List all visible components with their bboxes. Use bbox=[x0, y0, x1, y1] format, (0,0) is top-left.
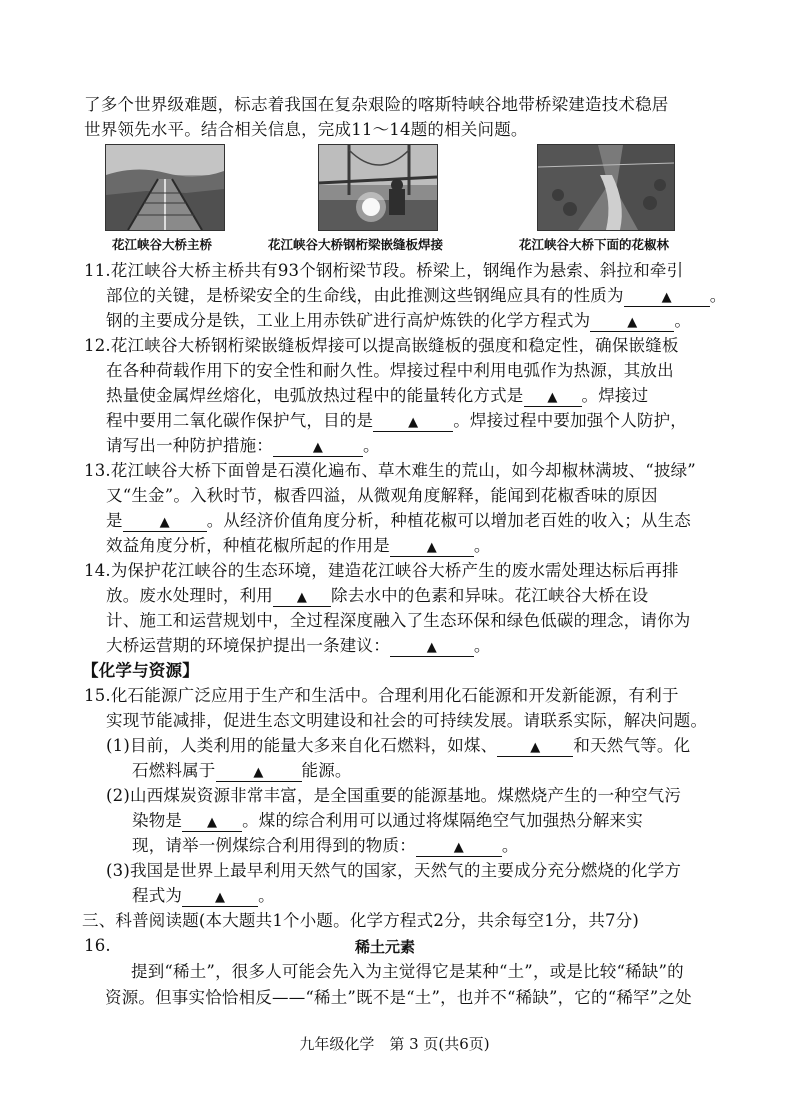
q13-line-1: 13.花江峡谷大桥下面曾是石漠化遍布、草木难生的荒山，如今却椒林满坡、“披绿” bbox=[84, 461, 696, 480]
page-footer: 九年级化学 第 3 页(共6页) bbox=[299, 1035, 490, 1053]
answer-blank[interactable]: ▲ bbox=[182, 812, 242, 832]
photo-bridge-main bbox=[105, 144, 225, 231]
q15-part2-line-2: 染物是 ▲ 。煤的综合利用可以通过将煤隔绝空气加强热分解来实 bbox=[132, 811, 643, 830]
q16-title: 稀土元素 bbox=[355, 938, 416, 956]
section-heading-chem-resources: 【化学与资源】 bbox=[82, 661, 199, 680]
q15-part2-line-1: (2)山西煤炭资源非常丰富，是全国重要的能源基地。煤燃烧产生的一种空气污 bbox=[106, 786, 682, 805]
caption-bridge-main: 花江峡谷大桥主桥 bbox=[112, 237, 213, 252]
answer-blank[interactable]: ▲ bbox=[497, 737, 573, 757]
answer-blank[interactable]: ▲ bbox=[416, 837, 502, 857]
q14-line-1: 14.为保护花江峡谷的生态环境，建造花江峡谷大桥产生的废水需处理达标后再排 bbox=[84, 561, 679, 580]
q14-line-2: 放。废水处理时，利用 ▲ 除去水中的色素和异味。花江峡谷大桥在设 bbox=[106, 586, 649, 605]
answer-blank[interactable]: ▲ bbox=[373, 412, 453, 432]
q12-line-1: 12.花江峡谷大桥钢桁梁嵌缝板焊接可以提高嵌缝板的强度和稳定性，确保嵌缝板 bbox=[84, 336, 679, 355]
q11-line-2: 部位的关键，是桥梁安全的生命线，由此推测这些钢绳应具有的性质为 ▲ 。 bbox=[106, 286, 727, 305]
q12-line-4: 程中要用二氧化碳作保护气，目的是 ▲ 。焊接过程中要加强个人防护， bbox=[106, 411, 688, 430]
q15-part3-line-2: 程式为 ▲ 。 bbox=[132, 886, 275, 905]
answer-blank[interactable]: ▲ bbox=[273, 437, 363, 457]
q13-line-4: 效益角度分析，种植花椒所起的作用是 ▲ 。 bbox=[106, 536, 491, 555]
q15-line-1: 15.化石能源广泛应用于生产和生活中。合理利用化石能源和开发新能源，有利于 bbox=[84, 686, 679, 705]
q14-line-4: 大桥运营期的环境保护提出一条建议： ▲ 。 bbox=[106, 636, 491, 655]
intro-line-2: 世界领先水平。结合相关信息，完成11～14题的相关问题。 bbox=[84, 120, 528, 139]
q12-line-5: 请写出一种防护措施： ▲ 。 bbox=[106, 436, 380, 455]
q15-part1-line-2: 石燃料属于 ▲ 能源。 bbox=[132, 761, 352, 780]
q12-line-3: 热量使金属焊丝熔化，电弧放热过程中的能量转化方式是 ▲ 。焊接过 bbox=[106, 386, 649, 405]
q15-part3-line-1: (3)我国是世界上最早利用天然气的国家，天然气的主要成分充分燃烧的化学方 bbox=[106, 861, 682, 880]
pepper-forest-image bbox=[538, 145, 674, 230]
photo-welding bbox=[318, 144, 438, 231]
answer-blank[interactable]: ▲ bbox=[216, 762, 302, 782]
photo-pepper-forest bbox=[537, 144, 675, 231]
answer-blank[interactable]: ▲ bbox=[590, 312, 674, 332]
q16-number: 16. bbox=[84, 936, 111, 955]
answer-blank[interactable]: ▲ bbox=[182, 887, 258, 907]
bridge-main-image bbox=[106, 145, 224, 230]
q11-line-1: 11.花江峡谷大桥主桥共有93个钢桁梁节段。桥梁上，钢绳作为悬索、斜拉和牵引 bbox=[84, 261, 684, 280]
q16-line-1: 提到“稀土”，很多人可能会先入为主觉得它是某种“土”，或是比较“稀缺”的 bbox=[131, 962, 684, 981]
q13-line-2: 又“生金”。入秋时节，椒香四溢，从微观角度解释，能闻到花椒香味的原因 bbox=[106, 486, 658, 505]
q16-line-2: 资源。但事实恰恰相反——“稀土”既不是“土”，也并不“稀缺”，它的“稀罕”之处 bbox=[105, 988, 692, 1007]
caption-welding: 花江峡谷大桥钢桁梁嵌缝板焊接 bbox=[268, 237, 444, 252]
answer-blank[interactable]: ▲ bbox=[624, 287, 710, 307]
q14-line-3: 计、施工和运营规划中，全过程深度融入了生态环保和绿色低碳的理念，请你为 bbox=[106, 611, 691, 630]
welding-image bbox=[319, 145, 437, 230]
q15-part2-line-3: 现，请举一例煤综合利用得到的物质： ▲ 。 bbox=[132, 836, 519, 855]
q13-line-3: 是 ▲ 。从经济价值角度分析，种植花椒可以增加老百姓的收入；从生态 bbox=[106, 511, 692, 530]
q15-line-2: 实现节能减排，促进生态文明建设和社会的可持续发展。请联系实际，解决问题。 bbox=[106, 711, 708, 730]
q11-line-3: 钢的主要成分是铁，工业上用赤铁矿进行高炉炼铁的化学方程式为 ▲ 。 bbox=[106, 311, 692, 330]
caption-pepper-forest: 花江峡谷大桥下面的花椒林 bbox=[519, 237, 670, 252]
answer-blank[interactable]: ▲ bbox=[123, 512, 207, 532]
q12-line-2: 在各种荷载作用下的安全性和耐久性。焊接过程中利用电弧作为热源，其放出 bbox=[106, 361, 674, 380]
answer-blank[interactable]: ▲ bbox=[390, 637, 474, 657]
intro-line-1: 了多个世界级难题，标志着我国在复杂艰险的喀斯特峡谷地带桥梁建造技术稳居 bbox=[84, 95, 669, 114]
answer-blank[interactable]: ▲ bbox=[524, 387, 582, 407]
section-heading-reading: 三、科普阅读题(本大题共1个小题。化学方程式2分，共余每空1分，共7分) bbox=[82, 911, 640, 930]
answer-blank[interactable]: ▲ bbox=[273, 587, 331, 607]
answer-blank[interactable]: ▲ bbox=[390, 537, 474, 557]
q15-part1-line-1: (1)目前，人类利用的能量大多来自化石燃料，如煤、 ▲ 和天然气等。化 bbox=[106, 736, 691, 755]
